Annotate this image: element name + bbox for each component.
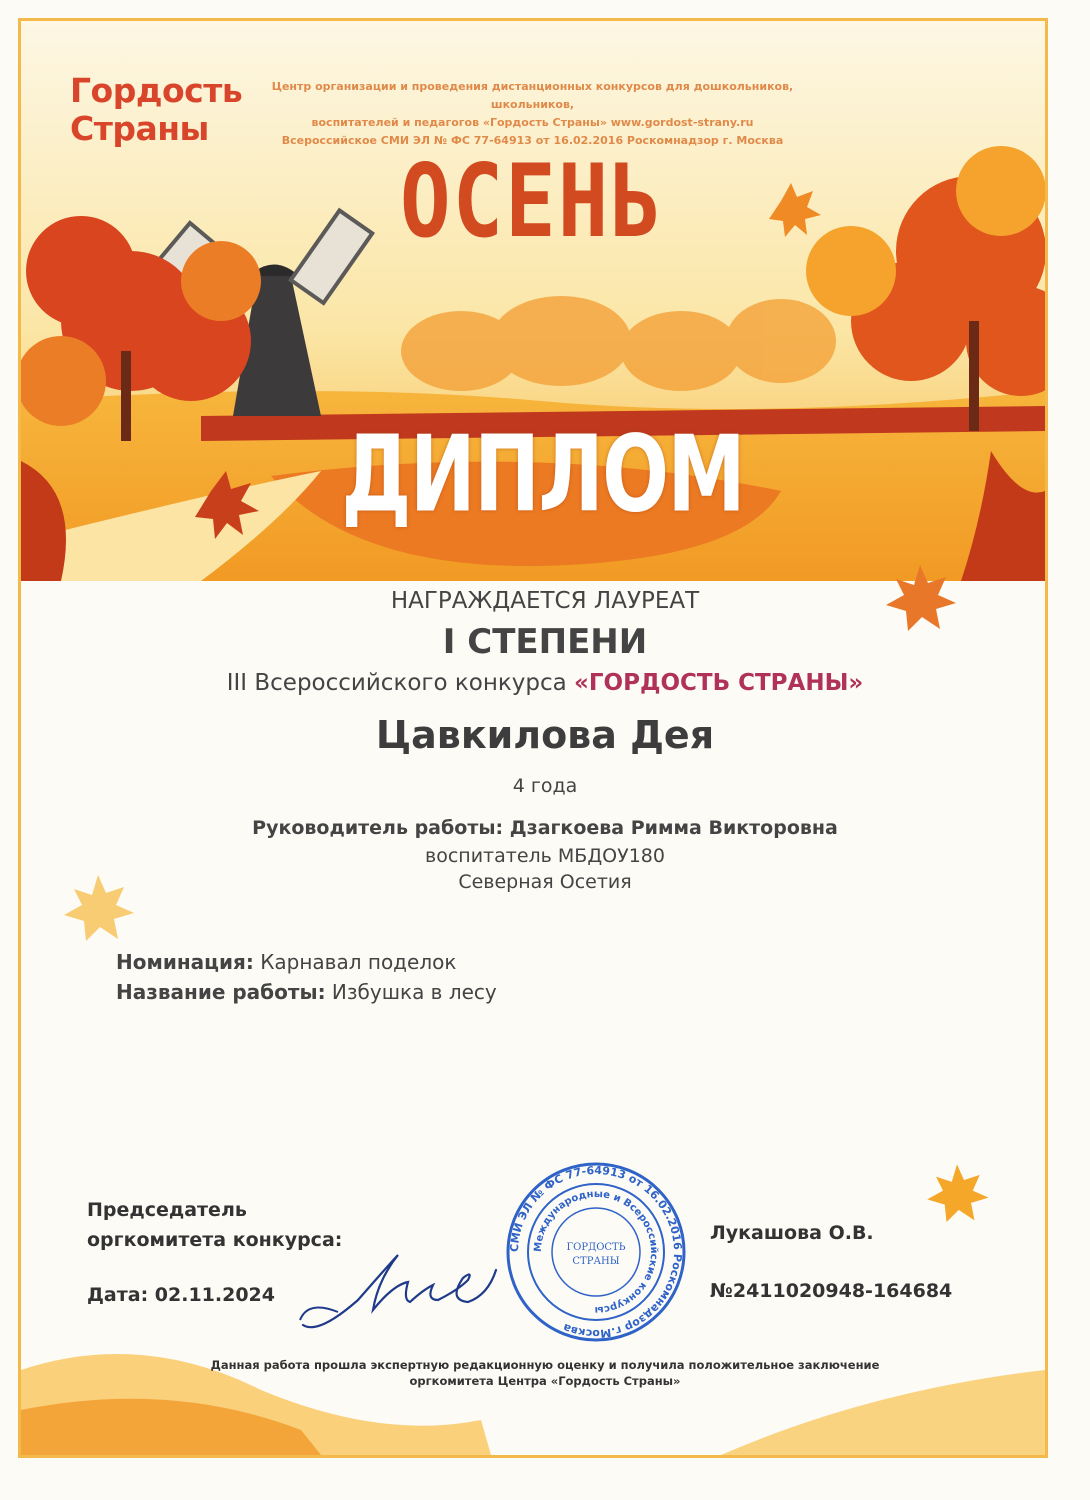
chairman-label-line-1: Председатель [87,1199,247,1221]
region: Северная Осетия [458,871,632,893]
nomination-label: Номинация: [116,950,254,974]
logo-line-2: Страны [70,109,209,148]
work-title-label: Название работы: [116,980,326,1004]
footer-note-line-2: оргкомитета Центра «Гордость Страны» [409,1374,681,1388]
contest-line [0,670,1090,696]
footer-note [150,1357,940,1389]
seal-outer-text: СМИ ЭЛ № ФС 77-64913 от 16.02.2016 Роскомнадзор г.Москва [507,1163,685,1341]
logo-line-1: Гордость [70,71,243,110]
nomination-value: Карнавал поделок [260,950,457,974]
participant-age: 4 года [512,775,578,797]
official-seal [506,1162,686,1342]
chairman-name: Лукашова О.В. [710,1222,874,1244]
work-leader: Руководитель работы: Дзагкоева Римма Викторовна [252,817,838,839]
organization-info-line-1: Центр организации и проведения дистанционных конкурсов для дошкольников, школьников, [271,80,794,111]
awarded-line: НАГРАЖДАЕТСЯ ЛАУРЕАТ [390,588,700,614]
work-title-field [116,980,497,1004]
contest-name: «ГОРДОСТЬ СТРАНЫ» [574,670,864,696]
season-title: ОСЕНЬ [400,142,663,260]
leader-position: воспитатель МБДОУ180 [425,845,665,867]
organization-info-line-2: воспитателей и педагогов «Гордость Страны» www.gordost-strany.ru [311,116,754,129]
contest-prefix: III Всероссийского конкурса [226,670,567,696]
nomination-field [116,950,456,974]
chairman-label-line-2: оргкомитета конкурса: [87,1229,343,1251]
seal-center-line-2: СТРАНЫ [572,1256,620,1267]
issue-date: Дата: 02.11.2024 [87,1284,275,1306]
bottom-decoration [21,1330,1045,1455]
seal-center-line-1: ГОРДОСТЬ [566,1242,626,1253]
organization-logo [70,72,242,148]
handwritten-signature [298,1240,508,1340]
organization-info-line-3: Всероссийское СМИ ЭЛ № ФС 77-64913 от 16.02.2016 Роскомнадзор г. Москва [281,134,784,147]
seal-inner-text: Международные и Всероссийские конкурсы [532,1188,660,1316]
participant-name: Цавкилова Дея [375,713,715,757]
award-degree: I СТЕПЕНИ [442,622,648,662]
certificate-number: №2411020948-164684 [710,1280,953,1302]
organization-info [240,78,825,150]
footer-note-line-1: Данная работа прошла экспертную редакционную оценку и получила положительное заключение [210,1358,880,1372]
diploma-title: ДИПЛОМ [341,412,745,536]
work-title-value: Избушка в лесу [331,980,497,1004]
maple-leaf-icon [922,1160,992,1230]
